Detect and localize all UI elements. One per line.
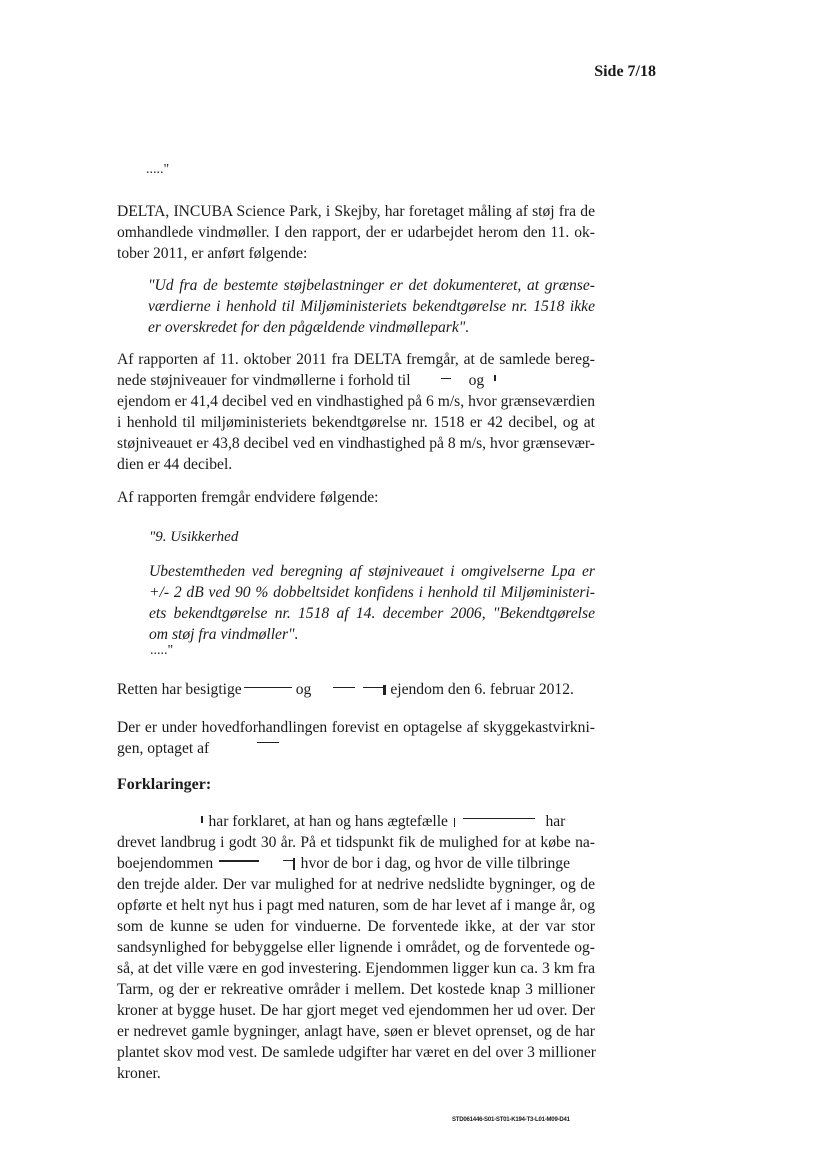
redaction-mark xyxy=(383,685,386,695)
text-line-redacted xyxy=(117,370,595,391)
text-fragment: og xyxy=(295,681,312,698)
text-line: ets bekendtgørelse nr. 1518 af 14. december 2006, "Bekendtgørelse xyxy=(149,605,595,622)
quote-heading-uncertainty xyxy=(149,527,238,548)
text-fragment: Retten har besigtige xyxy=(117,681,242,698)
redaction-mark xyxy=(283,860,293,862)
text-line: dien er 44 decibel. xyxy=(117,456,233,473)
text-fragment: boejendommen xyxy=(117,855,214,872)
text-line-redacted xyxy=(117,853,595,874)
text-line: den trejde alder. Der var mulighed for at nedrive nedslidte bygninger, og de xyxy=(117,876,595,893)
text-line: omhandlede vindmøller. I den rapport, der er udarbejdet herom den 11. ok- xyxy=(117,224,595,241)
redaction-mark xyxy=(333,687,355,689)
text-line-redacted xyxy=(117,679,574,700)
paragraph-shadow-recording xyxy=(117,717,595,759)
text-line: Af rapporten af 11. oktober 2011 fra DELTA fremgår, at de samlede bereg- xyxy=(117,351,595,368)
text-line: +/- 2 dB ved 90 % dobbeltsidet konfidens i henhold til Miljøministeri- xyxy=(149,584,595,601)
text-line: opførte et helt nyt hus i pagt med naturen, som de har levet af i mange år, og xyxy=(117,897,595,914)
section-heading-explanations: Forklaringer: xyxy=(117,776,212,793)
paragraph-noise-levels xyxy=(117,349,595,475)
text-line-redacted xyxy=(117,738,595,759)
redaction-mark xyxy=(363,687,383,689)
text-fragment: har xyxy=(545,813,566,830)
redaction-mark xyxy=(219,860,259,862)
text-line: som de kunne se uden for vinduerne. De forventede ikke, at der var stor xyxy=(117,918,595,935)
paragraph-site-inspection xyxy=(117,679,574,700)
text-line: Af rapporten fremgår endvidere følgende: xyxy=(117,489,379,506)
text-fragment: hvor de bor i dag, og hvor de ville tilbringe xyxy=(300,855,571,872)
text-fragment: har forklaret, at han og hans ægtefælle xyxy=(208,813,448,830)
text-line: er overskredet for den pågældende vindmøllepark". xyxy=(148,319,470,336)
redaction-mark xyxy=(494,375,496,381)
text-line: DELTA, INCUBA Science Park, i Skejby, har foretaget måling af støj fra de xyxy=(117,203,595,220)
text-fragment: ejendom den 6. februar 2012. xyxy=(390,681,574,698)
redaction-mark xyxy=(454,818,456,827)
text-line: tober 2011, er anført følgende: xyxy=(117,245,308,262)
redaction-mark xyxy=(441,378,451,380)
text-fragment: og xyxy=(468,372,485,389)
redaction-mark xyxy=(257,742,279,744)
quote-tail: ....." xyxy=(146,162,170,177)
text-line: kroner. xyxy=(117,1065,161,1082)
block-quote-report-conclusion xyxy=(148,275,595,338)
redaction-mark xyxy=(293,858,295,870)
page-number: Side 7/18 xyxy=(594,63,656,80)
text-line: drevet landbrug i godt 30 år. På et tidspunkt fik de mulighed for at købe na- xyxy=(117,834,595,851)
document-code: STD061446-S01-ST01-K194-T3-L01-M09-D41 xyxy=(452,1117,570,1123)
text-line: ejendom er 41,4 decibel ved en vindhastighed på 6 m/s, hvor grænseværdien xyxy=(117,393,595,410)
text-line-redacted xyxy=(117,811,595,832)
text-fragment: nede støjniveauer for vindmøllerne i forhold til xyxy=(117,372,411,389)
paragraph-delta-measurement xyxy=(117,201,595,264)
quote-tail: ....." xyxy=(150,643,174,658)
text-line: Ubestemtheden ved beregning af støjniveauet i omgivelserne Lpa er xyxy=(149,563,595,580)
text-fragment: gen, optaget af xyxy=(117,740,210,757)
paragraph-furthermore xyxy=(117,487,379,508)
text-line: er nedrevet gamle bygninger, anlagt have, søen er blevet oprenset, og de har xyxy=(117,1023,595,1040)
text-line: om støj fra vindmøller". xyxy=(149,626,299,643)
block-quote-uncertainty xyxy=(149,561,595,645)
text-line: "Ud fra de bestemte støjbelastninger er det dokumenteret, at grænse- xyxy=(148,277,595,294)
text-line: støjniveauet er 43,8 decibel ved en vindhastighed på 8 m/s, hvor grænsevær- xyxy=(117,435,595,452)
redaction-mark xyxy=(201,816,203,823)
text-line: kroner at bygge huset. De har gjort meget ved ejendommen her ud over. Der xyxy=(117,1002,595,1019)
text-line: plantet skov mod vest. De samlede udgifter har været en del over 3 millioner xyxy=(117,1044,596,1061)
text-line: værdierne i henhold til Miljøministeriets bekendtgørelse nr. 1518 ikke xyxy=(148,298,595,315)
redaction-mark xyxy=(244,687,292,689)
text-line: så, at det ville være en god investering. Ejendommen ligger kun ca. 3 km fra xyxy=(117,960,595,977)
text-line: i henhold til miljøministeriets bekendtgørelse nr. 1518 er 42 decibel, og at xyxy=(117,414,595,431)
redaction-mark xyxy=(463,818,535,820)
text-line: "9. Usikkerhed xyxy=(149,529,239,545)
paragraph-witness-explanation xyxy=(117,811,595,1084)
text-line: sandsynlighed for bebyggelse eller lignende i området, og de forventede og- xyxy=(117,939,595,956)
text-line: Der er under hovedforhandlingen forevist en optagelse af skyggekastvirkni- xyxy=(117,719,595,736)
text-line: Tarm, og der er rekreative områder i mellem. Det kostede knap 3 millioner xyxy=(117,981,595,998)
